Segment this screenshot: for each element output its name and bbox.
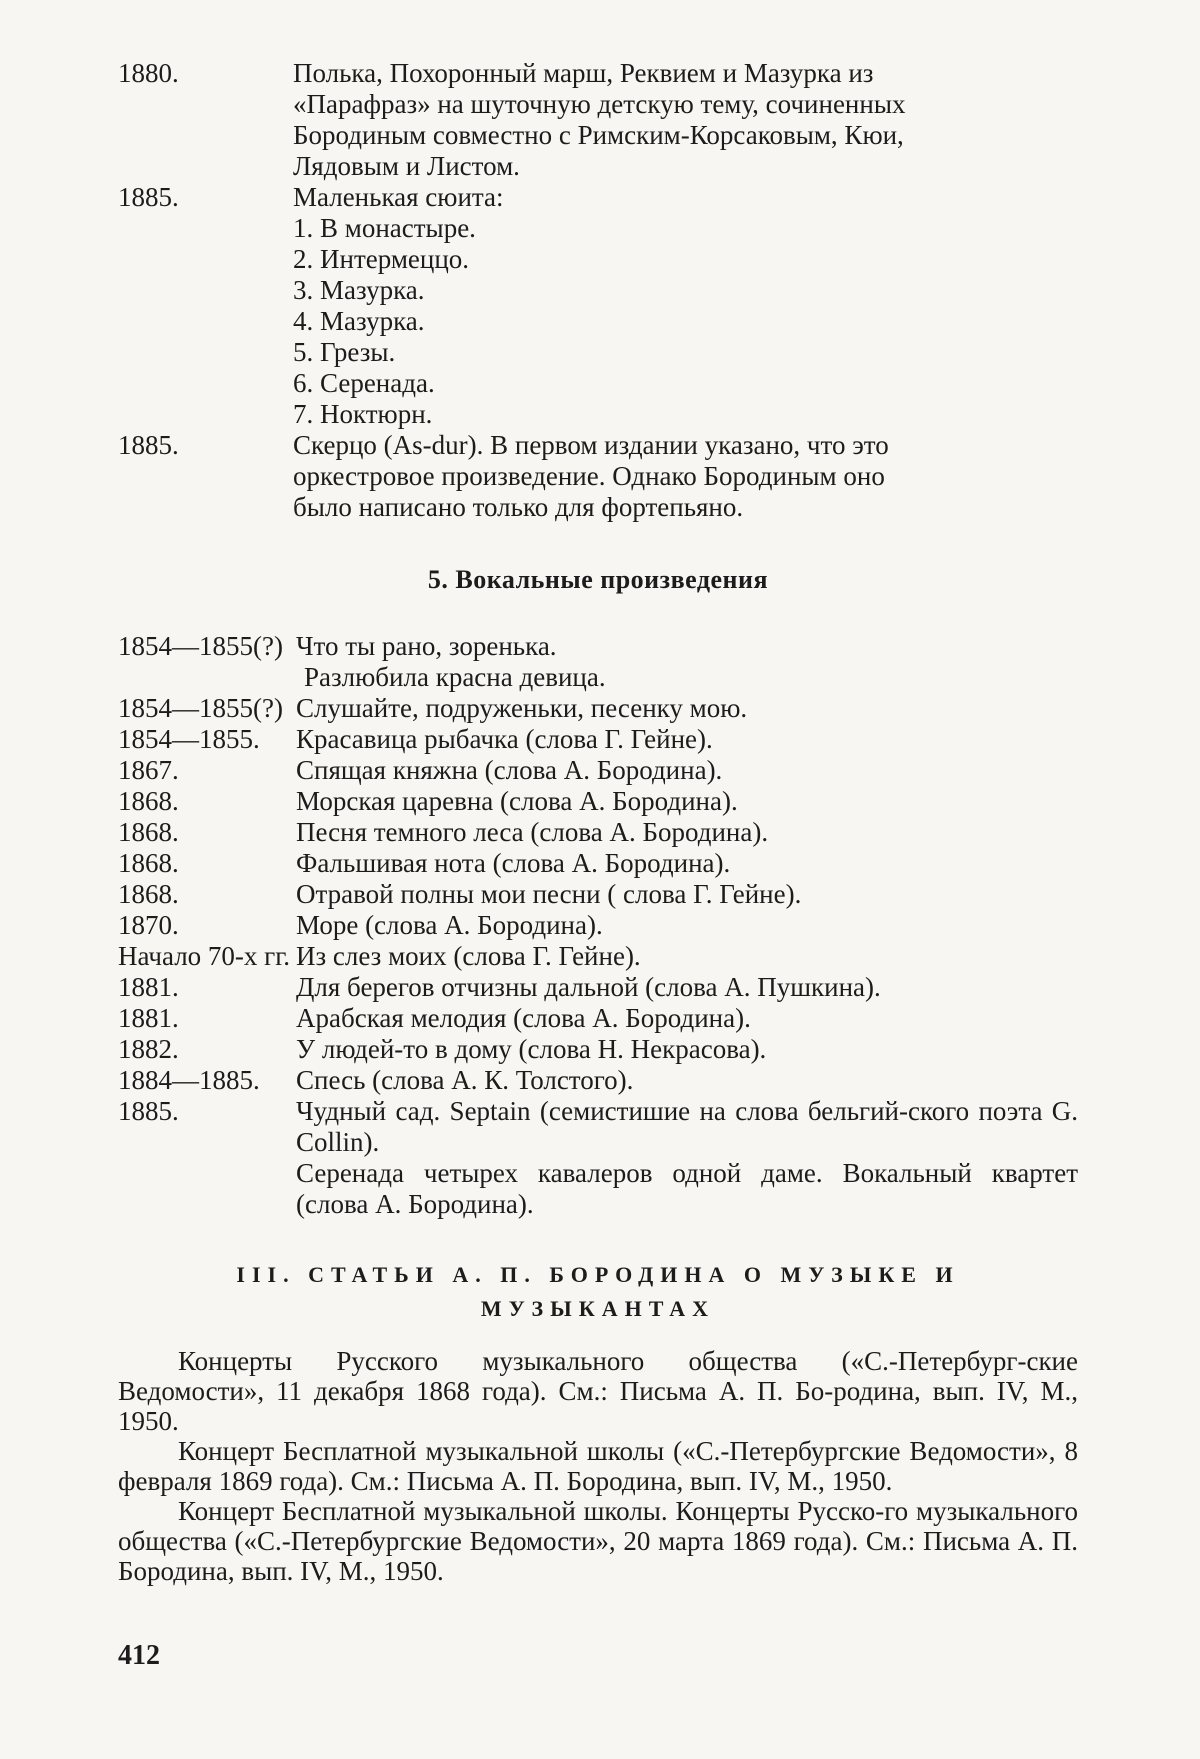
work-title: Скерцо (As-dur). В первом издании указано, что это оркестровое произведение. Однако Бородиным оно было написано только для фортепьяно. bbox=[293, 430, 1078, 523]
vocal-entry bbox=[118, 941, 1078, 972]
work-year: 1870. bbox=[118, 910, 296, 941]
work-year: 1854—1855(?) bbox=[118, 631, 296, 662]
work-title: Для берегов отчизны дальной (слова А. Пушкина). bbox=[296, 972, 1078, 1003]
work-year: 1867. bbox=[118, 755, 296, 786]
work-title: Маленькая сюита: 1. В монастыре. 2. Интермеццо. 3. Мазурка. 4. Мазурка. 5. Грезы. 6. Серенада. 7. Ноктюрн. bbox=[293, 182, 1078, 430]
work-title: Слушайте, подруженьки, песенку мою. bbox=[296, 693, 1078, 724]
vocal-entry bbox=[118, 848, 1078, 879]
work-year bbox=[118, 1158, 296, 1220]
vocal-entry bbox=[118, 786, 1078, 817]
work-title: Из слез моих (слова Г. Гейне). bbox=[296, 941, 1078, 972]
work-year: 1882. bbox=[118, 1034, 296, 1065]
page-content bbox=[118, 58, 1078, 1586]
work-entry bbox=[118, 58, 1078, 182]
piano-works-list bbox=[118, 58, 1078, 523]
vocal-entry bbox=[118, 1034, 1078, 1065]
vocal-entry bbox=[118, 755, 1078, 786]
vocal-entry bbox=[118, 879, 1078, 910]
articles-heading: III. СТАТЬИ А. П. БОРОДИНА О МУЗЫКЕ И МУЗЫКАНТАХ bbox=[118, 1258, 1078, 1326]
vocal-entry bbox=[118, 662, 1078, 693]
work-year: 1885. bbox=[118, 430, 293, 523]
work-entry bbox=[118, 182, 1078, 430]
articles-list bbox=[118, 1346, 1078, 1586]
work-year: 1868. bbox=[118, 879, 296, 910]
article-entry: Концерт Бесплатной музыкальной школы («С.-Петербургские Ведомости», 8 февраля 1869 года). См.: Письма А. П. Бородина, вып. IV, М., 1950. bbox=[118, 1436, 1078, 1496]
work-title: Что ты рано, зоренька. bbox=[296, 631, 1078, 662]
vocal-entry bbox=[118, 1096, 1078, 1158]
work-title: Песня темного леса (слова А. Бородина). bbox=[296, 817, 1078, 848]
work-year: 1881. bbox=[118, 1003, 296, 1034]
work-title: Серенада четырех кавалеров одной даме. Вокальный квартет (слова А. Бородина). bbox=[296, 1158, 1078, 1220]
work-year: 1884—1885. bbox=[118, 1065, 296, 1096]
article-entry: Концерт Бесплатной музыкальной школы. Концерты Русско-го музыкального общества («С.-Петербургские Ведомости», 20 марта 1869 года). См.: Письма А. П. Бородина, вып. IV, М., 1950. bbox=[118, 1496, 1078, 1586]
work-title: Арабская мелодия (слова А. Бородина). bbox=[296, 1003, 1078, 1034]
page-number: 412 bbox=[118, 1640, 160, 1672]
work-title: Спящая княжна (слова А. Бородина). bbox=[296, 755, 1078, 786]
work-year: 1868. bbox=[118, 786, 296, 817]
work-title: Морская царевна (слова А. Бородина). bbox=[296, 786, 1078, 817]
article-entry: Концерты Русского музыкального общества («С.-Петербург-ские Ведомости», 11 декабря 1868 года). См.: Письма А. П. Бо-родина, вып. IV, М., 1950. bbox=[118, 1346, 1078, 1436]
work-year bbox=[118, 662, 296, 693]
work-entry bbox=[118, 430, 1078, 523]
work-title: Море (слова А. Бородина). bbox=[296, 910, 1078, 941]
work-title: Красавица рыбачка (слова Г. Гейне). bbox=[296, 724, 1078, 755]
work-year: 1868. bbox=[118, 848, 296, 879]
vocal-entry bbox=[118, 910, 1078, 941]
vocal-entry bbox=[118, 693, 1078, 724]
work-title: У людей-то в дому (слова Н. Некрасова). bbox=[296, 1034, 1078, 1065]
vocal-entry bbox=[118, 1065, 1078, 1096]
work-title: Фальшивая нота (слова А. Бородина). bbox=[296, 848, 1078, 879]
vocal-entry bbox=[118, 724, 1078, 755]
work-year: 1854—1855. bbox=[118, 724, 296, 755]
work-title: Отравой полны мои песни ( слова Г. Гейне). bbox=[296, 879, 1078, 910]
work-title: Спесь (слова А. К. Толстого). bbox=[296, 1065, 1078, 1096]
work-year: 1885. bbox=[118, 1096, 296, 1158]
work-year: 1854—1855(?) bbox=[118, 693, 296, 724]
work-year: 1881. bbox=[118, 972, 296, 1003]
vocal-works-list bbox=[118, 631, 1078, 1220]
work-title: Полька, Похоронный марш, Реквием и Мазурка из «Парафраз» на шуточную детскую тему, сочиненных Бородиным совместно с Римским-Корсаковым, Кюи, Лядовым и Листом. bbox=[293, 58, 1078, 182]
work-title: Разлюбила красна девица. bbox=[296, 662, 1078, 693]
work-year: 1868. bbox=[118, 817, 296, 848]
work-year: Начало 70-х гг. bbox=[118, 941, 296, 972]
vocal-entry bbox=[118, 1158, 1078, 1220]
vocal-works-heading: 5. Вокальные произведения bbox=[118, 565, 1078, 595]
vocal-entry bbox=[118, 631, 1078, 662]
vocal-entry bbox=[118, 972, 1078, 1003]
work-year: 1880. bbox=[118, 58, 293, 182]
work-title: Чудный сад. Septain (семистишие на слова бельгий-ского поэта G. Collin). bbox=[296, 1096, 1078, 1158]
vocal-entry bbox=[118, 817, 1078, 848]
vocal-entry bbox=[118, 1003, 1078, 1034]
work-year: 1885. bbox=[118, 182, 293, 430]
